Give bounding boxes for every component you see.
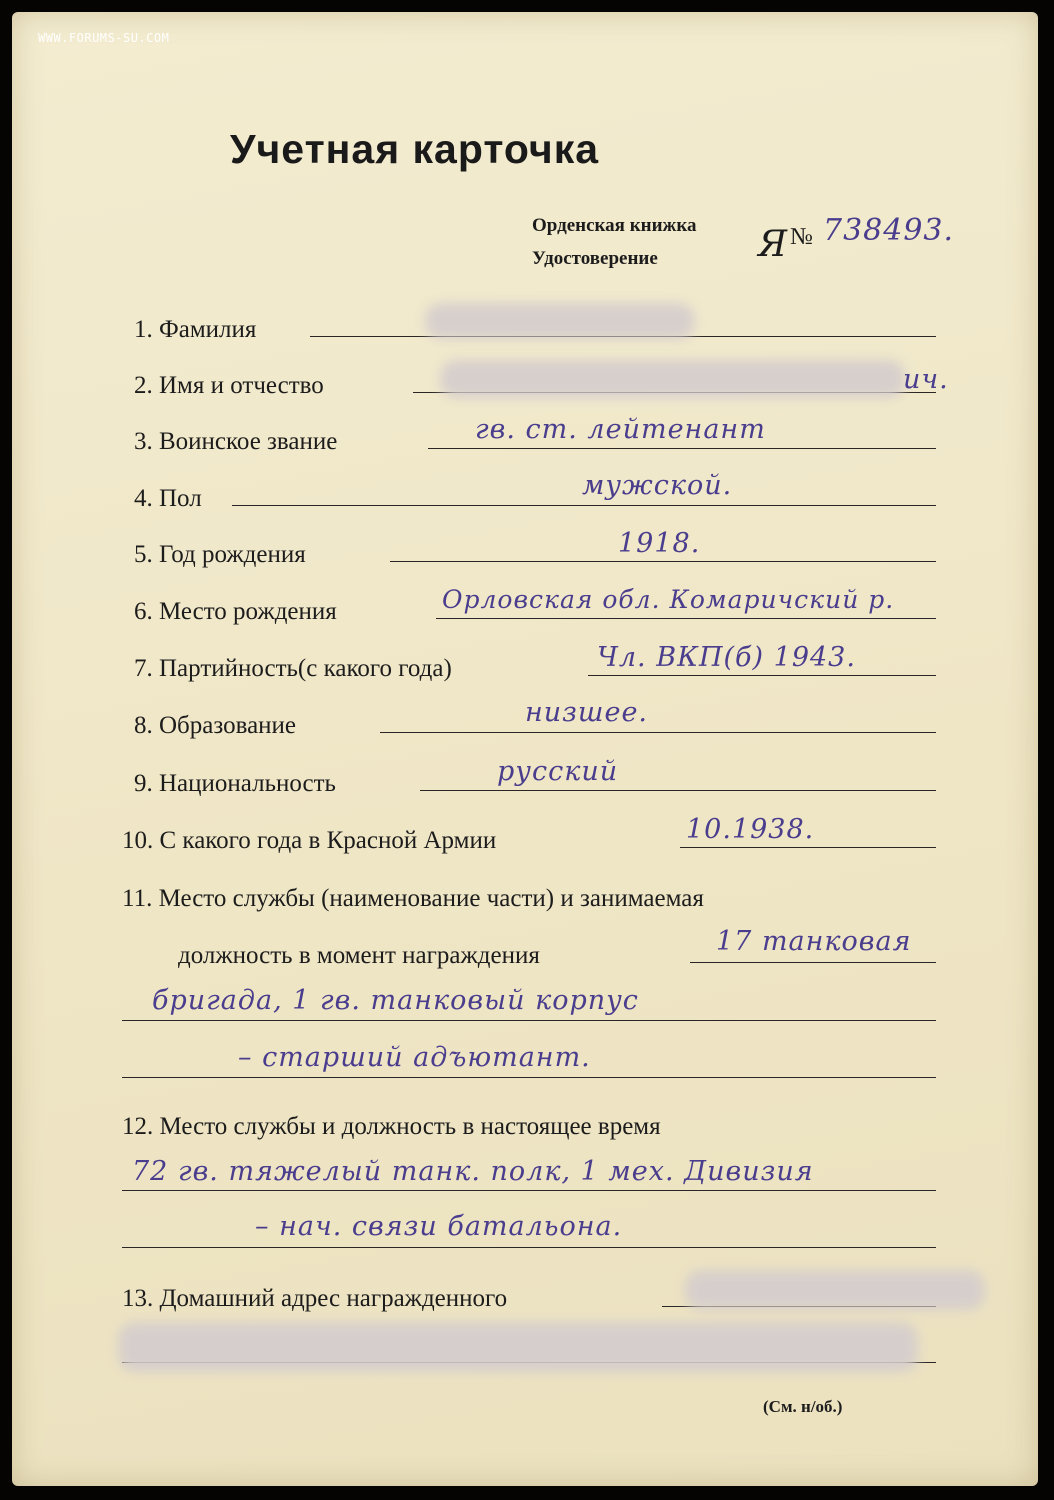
- field-3-line: [428, 448, 936, 449]
- field-11-label-line2: должность в момент награждения: [178, 942, 540, 969]
- field-7-label: 7. Партийность(с какого года): [134, 655, 452, 682]
- field-11-value-line1: 17 танковая: [716, 926, 912, 957]
- field-10-label: 10. С какого года в Красной Армии: [122, 827, 497, 854]
- redaction-blur: [685, 1270, 985, 1310]
- field-10-value: 10.1938.: [686, 814, 815, 845]
- field-2-label: 2. Имя и отчество: [134, 372, 324, 399]
- field-11-line1: [690, 962, 936, 963]
- field-11-line2: [122, 1020, 936, 1021]
- field-4-label: 4. Пол: [134, 485, 202, 512]
- field-2-value-end: ич.: [903, 364, 949, 395]
- field-12-line1: [122, 1190, 936, 1191]
- field-8-label: 8. Образование: [134, 712, 297, 739]
- field-6-label: 6. Место рождения: [134, 598, 337, 625]
- redaction-blur: [425, 303, 695, 339]
- field-5-line: [390, 561, 936, 562]
- field-4-line: [232, 505, 936, 506]
- field-5-label: 5. Год рождения: [134, 541, 306, 568]
- redaction-blur: [440, 360, 905, 398]
- certificate-label: Удостоверение: [532, 248, 658, 269]
- field-7-line: [588, 675, 936, 676]
- field-12-value-line2: – нач. связи батальона.: [255, 1211, 623, 1242]
- order-book-label: Орденская книжка: [532, 215, 697, 236]
- field-10-line: [680, 847, 936, 848]
- series-symbol: Я: [758, 224, 788, 265]
- field-8-value: низшее.: [525, 697, 649, 728]
- field-11-line3: [122, 1077, 936, 1078]
- field-9-line: [420, 790, 936, 791]
- order-book-number: 738493.: [823, 213, 955, 248]
- redaction-blur: [118, 1322, 918, 1372]
- see-reverse-note: (См. н/об.): [763, 1397, 843, 1416]
- field-1-label: 1. Фамилия: [134, 316, 257, 343]
- field-5-value: 1918.: [618, 528, 701, 559]
- field-6-value: Орловская обл. Комаричский р.: [442, 585, 895, 614]
- field-12-label: 12. Место службы и должность в настоящее время: [122, 1113, 661, 1140]
- field-11-label-line1: 11. Место службы (наименование части) и занимаемая: [122, 885, 704, 912]
- field-13-label: 13. Домашний адрес награжденного: [122, 1285, 508, 1312]
- field-9-label: 9. Национальность: [134, 770, 336, 797]
- watermark: WWW.FORUMS-SU.COM: [38, 31, 170, 45]
- field-11-value-line3: – старший адъютант.: [238, 1042, 591, 1073]
- number-sign: №: [790, 224, 813, 250]
- field-6-line: [436, 618, 936, 619]
- field-3-label: 3. Воинское звание: [134, 428, 338, 455]
- field-7-value: Чл. ВКП(б) 1943.: [597, 642, 856, 673]
- page-title: Учетная карточка: [230, 126, 600, 172]
- field-12-line2: [122, 1247, 936, 1248]
- field-9-value: русский: [497, 756, 619, 787]
- field-8-line: [380, 732, 936, 733]
- field-3-value: гв. ст. лейтенант: [475, 414, 766, 445]
- field-12-value-line1: 72 гв. тяжелый танк. полк, 1 мех. Дивизия: [132, 1156, 814, 1187]
- field-4-value: мужской.: [582, 470, 733, 501]
- field-11-value-line2: бригада, 1 гв. танковый корпус: [152, 985, 639, 1016]
